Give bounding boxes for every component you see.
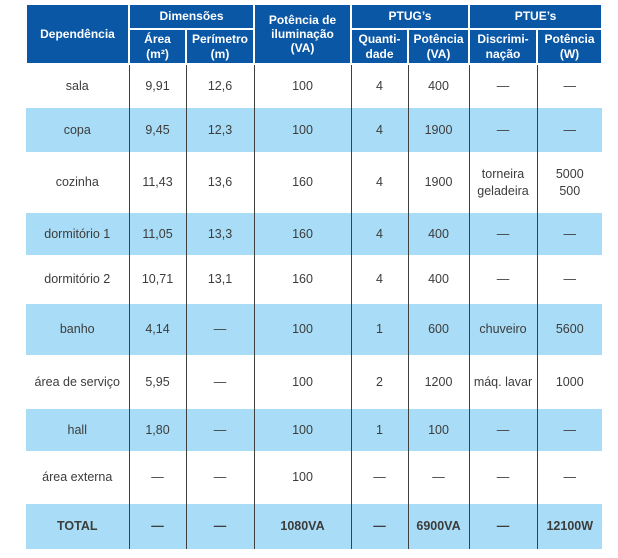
col-group-ptue: PTUE’s — [469, 4, 602, 29]
col-group-ptug: PTUG’s — [351, 4, 469, 29]
quantidade-line2: dade — [365, 46, 394, 61]
col-group-dimensoes: Dimensões — [129, 4, 254, 29]
potencia-iluminacao-line1: Potência de — [268, 12, 337, 27]
cell-potencia-w: — — [537, 255, 602, 304]
potencia-va-line1: Potência — [413, 32, 464, 47]
cell-potencia-va: 400 — [408, 64, 469, 108]
cell-iluminacao: 100 — [254, 451, 351, 504]
table-row — [26, 255, 602, 304]
cell-discriminacao: — — [469, 451, 537, 504]
table-row — [26, 451, 602, 504]
table-row — [26, 64, 602, 108]
cell-area: 4,14 — [129, 304, 186, 355]
cell-quantidade: 4 — [351, 213, 408, 255]
cell-area: 5,95 — [129, 355, 186, 409]
cell-area: 1,80 — [129, 409, 186, 451]
cell-area: 9,45 — [129, 108, 186, 152]
col-header-quantidade — [351, 29, 408, 64]
cell-iluminacao: 160 — [254, 255, 351, 304]
cell-discriminacao: — — [469, 213, 537, 255]
discriminacao-line2: nação — [485, 46, 521, 61]
cell-area: 11,43 — [129, 152, 186, 213]
cell-quantidade: — — [351, 504, 408, 549]
table-row — [26, 504, 602, 549]
cell-quantidade: — — [351, 451, 408, 504]
cell-perimetro: — — [186, 304, 254, 355]
cell-potencia-w: 12100W — [537, 504, 602, 549]
cell-dependencia: cozinha — [55, 175, 99, 190]
cell-potencia-w: 5000 500 — [537, 152, 602, 213]
cell-potencia-va: 400 — [408, 255, 469, 304]
cell-potencia-w: — — [537, 409, 602, 451]
table-header — [26, 4, 602, 64]
cell-perimetro: — — [186, 504, 254, 549]
cell-discriminacao: torneira geladeira — [469, 152, 537, 213]
col-header-area — [129, 29, 186, 64]
col-header-dependencia: Dependência — [26, 4, 129, 64]
cell-area: 11,05 — [129, 213, 186, 255]
potencia-iluminacao-line2: iluminação — [271, 26, 334, 41]
discriminacao-line1: Discrimi- — [477, 32, 529, 47]
cell-iluminacao: 100 — [254, 108, 351, 152]
cell-potencia-va: 6900VA — [408, 504, 469, 549]
cell-dependencia: dormitório 1 — [44, 226, 111, 241]
cell-area: 10,71 — [129, 255, 186, 304]
potencia-w-line1: Potência — [544, 32, 595, 47]
cell-potencia-w: — — [537, 451, 602, 504]
cell-iluminacao: 100 — [254, 409, 351, 451]
col-header-potencia-w — [537, 29, 602, 64]
potencia-iluminacao-line3: (VA) — [290, 41, 315, 56]
cell-potencia-w: 5600 — [537, 304, 602, 355]
electrical-load-table — [25, 3, 603, 549]
cell-dependencia: área de serviço — [34, 374, 120, 389]
cell-discriminacao: máq. lavar — [469, 355, 537, 409]
col-header-discriminacao — [469, 29, 537, 64]
cell-potencia-w: — — [537, 108, 602, 152]
cell-perimetro: 12,3 — [186, 108, 254, 152]
cell-perimetro: 12,6 — [186, 64, 254, 108]
cell-quantidade: 4 — [351, 64, 408, 108]
cell-potencia-va: 400 — [408, 213, 469, 255]
cell-iluminacao: 1080VA — [254, 504, 351, 549]
cell-discriminacao: — — [469, 108, 537, 152]
perimetro-line2: (m) — [210, 46, 230, 61]
table-row — [26, 355, 602, 409]
cell-potencia-va: 1900 — [408, 108, 469, 152]
cell-potencia-va: — — [408, 451, 469, 504]
potencia-w-line2: (W) — [559, 46, 580, 61]
area-line2: (m²) — [146, 46, 169, 61]
cell-dependencia: dormitório 2 — [44, 272, 111, 287]
col-header-potencia-iluminacao — [254, 4, 351, 64]
cell-potencia-va: 1200 — [408, 355, 469, 409]
table-row — [26, 304, 602, 355]
cell-iluminacao: 100 — [254, 355, 351, 409]
cell-dependencia: banho — [59, 322, 95, 337]
cell-quantidade: 4 — [351, 152, 408, 213]
cell-quantidade: 4 — [351, 108, 408, 152]
table-row — [26, 409, 602, 451]
cell-discriminacao: — — [469, 255, 537, 304]
header-row-groups — [26, 4, 602, 29]
cell-area: — — [129, 504, 186, 549]
cell-area: 9,91 — [129, 64, 186, 108]
perimetro-line1: Perímetro — [191, 32, 249, 47]
cell-perimetro: 13,3 — [186, 213, 254, 255]
table-body — [26, 64, 602, 549]
cell-quantidade: 4 — [351, 255, 408, 304]
cell-iluminacao: 160 — [254, 152, 351, 213]
table-row — [26, 213, 602, 255]
potencia-va-line2: (VA) — [426, 46, 451, 61]
table-row — [26, 152, 602, 213]
cell-quantidade: 1 — [351, 409, 408, 451]
cell-perimetro: — — [186, 355, 254, 409]
cell-potencia-w: — — [537, 64, 602, 108]
cell-perimetro: — — [186, 409, 254, 451]
cell-potencia-w: 1000 — [537, 355, 602, 409]
cell-potencia-va: 600 — [408, 304, 469, 355]
quantidade-line1: Quanti- — [358, 32, 401, 47]
cell-potencia-w: — — [537, 213, 602, 255]
cell-dependencia: TOTAL — [56, 519, 98, 534]
cell-quantidade: 2 — [351, 355, 408, 409]
area-line1: Área — [144, 32, 171, 47]
cell-discriminacao: — — [469, 504, 537, 549]
cell-discriminacao: — — [469, 409, 537, 451]
cell-discriminacao: — — [469, 64, 537, 108]
col-header-perimetro — [186, 29, 254, 64]
cell-quantidade: 1 — [351, 304, 408, 355]
col-header-potencia-va — [408, 29, 469, 64]
cell-discriminacao: chuveiro — [469, 304, 537, 355]
cell-dependencia: copa — [63, 122, 91, 137]
cell-potencia-va: 1900 — [408, 152, 469, 213]
cell-iluminacao: 100 — [254, 64, 351, 108]
cell-potencia-va: 100 — [408, 409, 469, 451]
table-row — [26, 108, 602, 152]
cell-perimetro: — — [186, 451, 254, 504]
cell-iluminacao: 100 — [254, 304, 351, 355]
cell-dependencia: hall — [67, 422, 87, 437]
cell-dependencia: área externa — [42, 470, 113, 485]
cell-perimetro: 13,6 — [186, 152, 254, 213]
cell-iluminacao: 160 — [254, 213, 351, 255]
cell-perimetro: 13,1 — [186, 255, 254, 304]
cell-dependencia: sala — [65, 79, 89, 94]
cell-area: — — [129, 451, 186, 504]
